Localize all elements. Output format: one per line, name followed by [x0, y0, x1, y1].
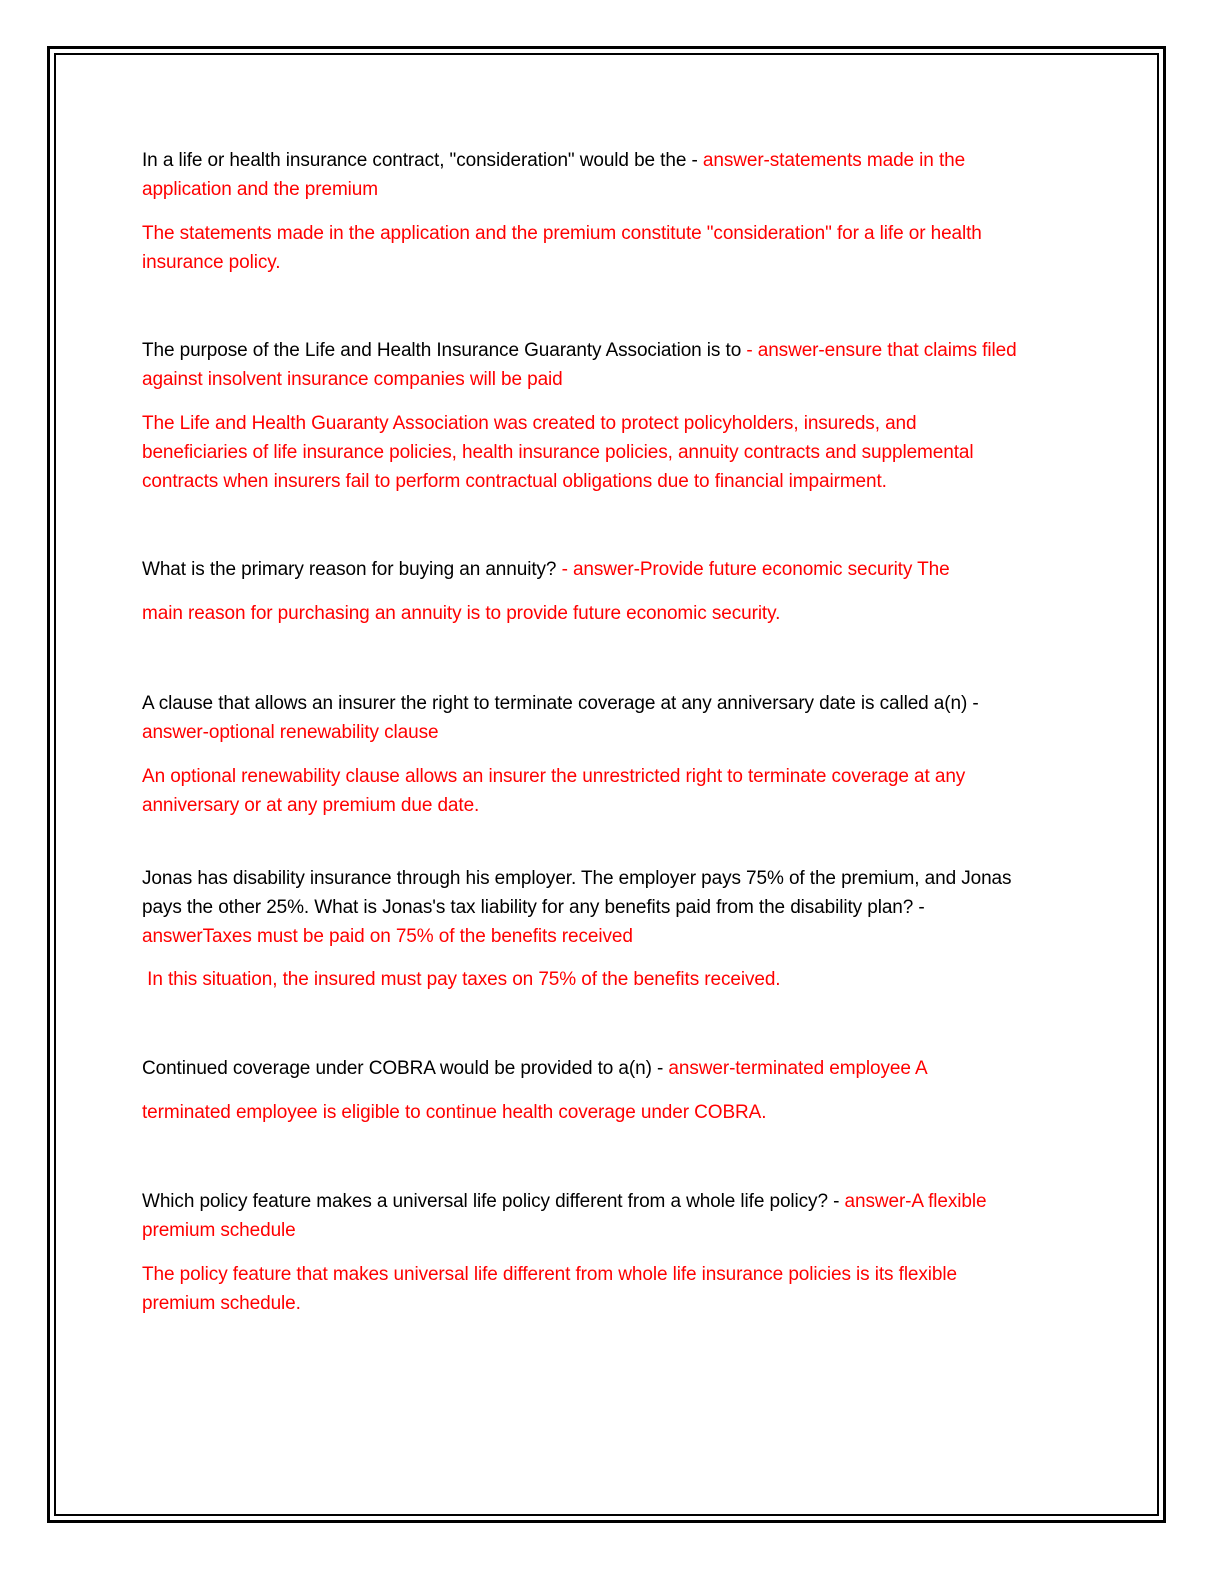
explanation-text: premium schedule.	[142, 1293, 301, 1314]
answer-text: - answer-ensure that claims filed	[746, 340, 1017, 361]
explanation-item-4	[142, 762, 965, 820]
explanation-text: beneficiaries of life insurance policies, health insurance policies, annuity contracts and supplemental	[142, 442, 974, 463]
answer-text: terminated employee is eligible to continue health coverage under COBRA.	[142, 1102, 767, 1123]
answer-text: answerTaxes must be paid on 75% of the benefits received	[142, 926, 633, 947]
answer-text: answer-statements made in the	[702, 150, 966, 171]
question-text: What is the primary reason for buying an annuity?	[142, 559, 562, 580]
answer-text: answer-A flexible	[844, 1191, 987, 1212]
answer-text: against insolvent insurance companies will be paid	[142, 369, 563, 390]
qa-item-5	[142, 864, 1011, 951]
qa-item-3	[142, 555, 950, 584]
explanation-item-7	[142, 1260, 957, 1318]
qa-item-4	[142, 689, 979, 747]
explanation-text: insurance policy.	[142, 252, 281, 273]
explanation-text: The statements made in the application and the premium constitute "consideration" for a life or health	[142, 223, 982, 244]
question-text: A clause that allows an insurer the right to terminate coverage at any anniversary date is called a(n) -	[142, 693, 979, 714]
explanation-text: An optional renewability clause allows an insurer the unrestricted right to terminate coverage at any	[142, 766, 966, 787]
explanation-item-5	[142, 965, 780, 994]
question-text: Jonas has disability insurance through his employer. The employer pays 75% of the premium, and Jonas	[142, 868, 1012, 889]
answer-text: application and the premium	[142, 179, 378, 200]
explanation-item-6	[142, 1098, 766, 1127]
explanation-text: anniversary or at any premium due date.	[142, 795, 480, 816]
answer-text: answer-optional renewability clause	[142, 722, 439, 743]
answer-text: main reason for purchasing an annuity is to provide future economic security.	[142, 603, 781, 624]
qa-item-1	[142, 146, 965, 204]
explanation-text: In this situation, the insured must pay taxes on 75% of the benefits received.	[142, 969, 781, 990]
explanation-text: The policy feature that makes universal life different from whole life insurance policies is its flexible	[142, 1264, 957, 1285]
qa-item-2	[142, 336, 1017, 394]
explanation-text: The Life and Health Guaranty Association was created to protect policyholders, insureds, and	[142, 413, 917, 434]
question-text: pays the other 25%. What is Jonas's tax liability for any benefits paid from the disability plan? -	[142, 897, 925, 918]
qa-item-7	[142, 1187, 986, 1245]
explanation-item-1	[142, 219, 982, 277]
question-text: Continued coverage under COBRA would be provided to a(n) -	[142, 1058, 669, 1079]
answer-text: answer-terminated employee A	[668, 1058, 928, 1079]
answer-text: - answer-Provide future economic security The	[561, 559, 950, 580]
question-text: In a life or health insurance contract, "consideration" would be the -	[142, 150, 703, 171]
qa-item-6	[142, 1054, 928, 1083]
explanation-text: contracts when insurers fail to perform contractual obligations due to financial impairment.	[142, 471, 887, 492]
explanation-item-3	[142, 599, 780, 628]
explanation-item-2	[142, 409, 973, 496]
answer-text: premium schedule	[142, 1220, 296, 1241]
question-text: The purpose of the Life and Health Insurance Guaranty Association is to	[142, 340, 747, 361]
question-text: Which policy feature makes a universal life policy different from a whole life policy? -	[142, 1191, 845, 1212]
